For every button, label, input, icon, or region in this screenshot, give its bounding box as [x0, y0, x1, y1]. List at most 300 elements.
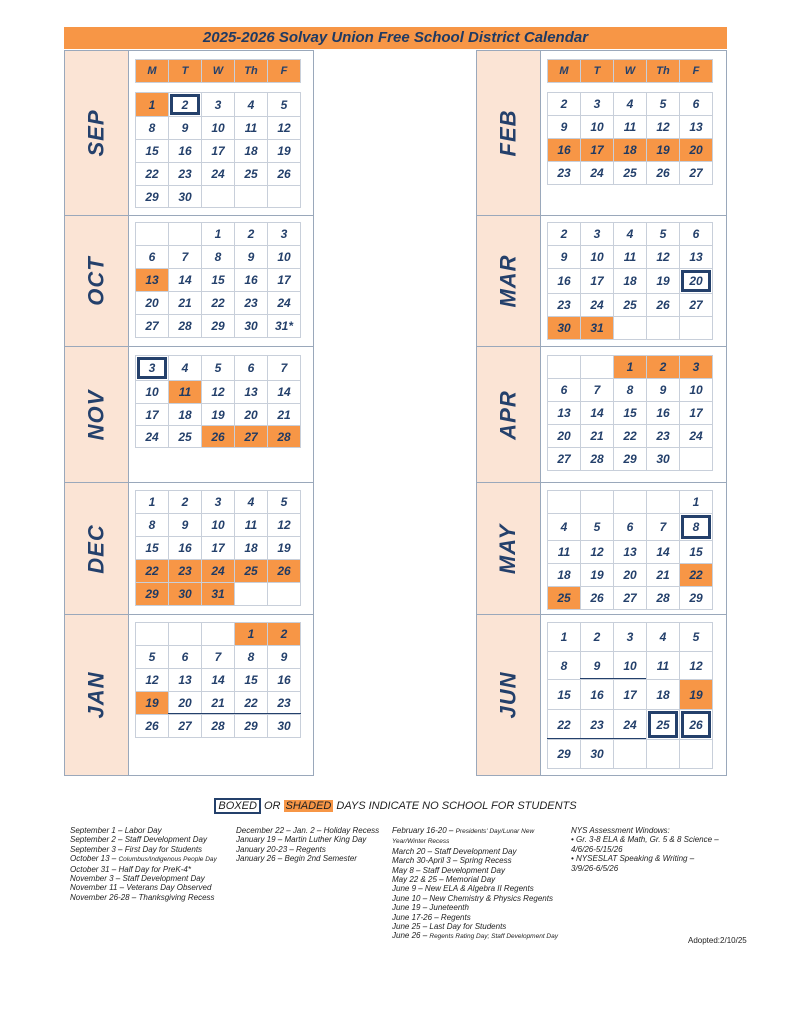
week-row	[135, 403, 300, 425]
note-text: June 25 – Last Day for Students	[392, 922, 507, 932]
day-cell: 12	[135, 668, 169, 692]
day-cell: 19	[135, 691, 169, 715]
day-cell: 8	[135, 116, 169, 140]
note-text: September 3 – First Day for Students	[70, 844, 203, 854]
day-cell: 27	[547, 447, 581, 471]
day-cell: 17	[135, 403, 169, 426]
spacer-row	[135, 82, 300, 92]
note-line	[70, 826, 217, 835]
day-cell: 16	[547, 138, 581, 162]
month-block-jan	[64, 615, 314, 776]
day-cell: 5	[135, 645, 169, 669]
day-cell: 11	[547, 540, 581, 564]
empty-cell	[580, 355, 614, 379]
day-cell: 29	[613, 447, 647, 471]
empty-cell	[646, 316, 680, 340]
day-cell: 2	[646, 355, 680, 379]
day-cell: 20	[613, 563, 647, 587]
week-row	[135, 59, 300, 82]
day-cell: 11	[613, 245, 647, 269]
notes-column-1	[70, 826, 217, 902]
note-text: • Gr. 3-8 ELA & Math, Gr. 5 & 8 Science –	[571, 835, 719, 845]
month-name: FEB	[495, 109, 521, 157]
day-cell: 11	[234, 513, 268, 537]
notes-column-4	[571, 826, 719, 873]
day-cell: 29	[547, 739, 581, 769]
day-cell: 18	[547, 563, 581, 587]
day-cell: 9	[547, 245, 581, 269]
note-text: March 20 – Staff Development Day	[392, 846, 517, 856]
day-cell: 21	[201, 691, 235, 715]
day-cell: 30	[267, 714, 301, 738]
day-cell: 10	[267, 245, 301, 269]
month-days-grid	[547, 355, 712, 470]
day-cell: 1	[547, 622, 581, 652]
note-line	[392, 913, 558, 922]
day-cell: 28	[580, 447, 614, 471]
empty-cell	[646, 490, 680, 514]
week-row	[135, 245, 300, 268]
week-row	[547, 586, 712, 609]
note-line	[70, 893, 217, 902]
day-cell: 7	[580, 378, 614, 402]
day-cell: 2	[168, 490, 202, 514]
day-cell: 1	[234, 622, 268, 646]
month-days-grid	[135, 355, 300, 447]
month-label	[64, 51, 129, 215]
day-cell: 9	[267, 645, 301, 669]
day-cell: 24	[580, 293, 614, 317]
week-row	[547, 424, 712, 447]
legend	[0, 800, 791, 812]
day-cell: 18	[168, 403, 202, 426]
day-cell: 8	[135, 513, 169, 537]
day-cell: 11	[646, 651, 680, 680]
month-days-grid	[135, 59, 300, 207]
day-cell: 20	[168, 691, 202, 715]
week-row	[547, 401, 712, 424]
week-row	[547, 490, 712, 513]
note-line	[392, 866, 558, 875]
week-row	[547, 293, 712, 316]
day-cell: 2	[234, 222, 268, 246]
day-cell: 28	[267, 425, 301, 448]
weekday-header: Th	[646, 59, 680, 83]
day-cell: 20	[234, 403, 268, 426]
empty-cell	[201, 185, 235, 208]
day-cell: 1	[679, 490, 713, 514]
empty-cell	[267, 582, 301, 606]
day-cell: 26	[646, 161, 680, 185]
note-line	[571, 854, 719, 863]
note-line	[392, 903, 558, 912]
note-line	[392, 836, 558, 846]
day-cell: 13	[613, 540, 647, 564]
day-cell: 29	[135, 582, 169, 606]
day-cell: 24	[580, 161, 614, 185]
note-text: January 26 – Begin 2nd Semester	[236, 854, 357, 864]
note-text: • NYSESLAT Speaking & Writing –	[571, 854, 695, 864]
week-row	[547, 651, 712, 679]
month-days-grid	[135, 490, 300, 605]
note-text: January 19 – Martin Luther King Day	[236, 835, 367, 845]
day-cell: 2	[547, 222, 581, 246]
week-row	[547, 709, 712, 739]
day-cell: 20	[547, 424, 581, 448]
week-row	[547, 378, 712, 401]
day-cell: 9	[580, 651, 614, 680]
empty-cell	[679, 739, 713, 769]
day-cell: 6	[234, 355, 268, 381]
note-line	[392, 847, 558, 856]
day-cell: 7	[201, 645, 235, 669]
day-cell: 3	[201, 490, 235, 514]
day-cell: 14	[201, 668, 235, 692]
day-cell: 26	[201, 425, 235, 448]
day-cell: 23	[646, 424, 680, 448]
day-cell: 12	[646, 245, 680, 269]
day-cell: 2	[547, 92, 581, 116]
legend-text: DAYS INDICATE NO SCHOOL FOR STUDENTS	[333, 800, 577, 812]
day-cell: 19	[679, 679, 713, 710]
day-cell: 20	[135, 291, 169, 315]
month-block-may	[476, 483, 727, 615]
week-row	[547, 622, 712, 651]
day-cell: 12	[646, 115, 680, 139]
day-cell: 25	[646, 709, 680, 740]
day-cell: 22	[135, 162, 169, 186]
week-row	[135, 162, 300, 185]
note-text: May 22 & 25 – Memorial Day	[392, 875, 496, 885]
weekday-header: F	[267, 59, 301, 83]
month-days-grid	[547, 222, 712, 339]
day-cell: 16	[646, 401, 680, 425]
day-cell: 9	[646, 378, 680, 402]
week-row	[135, 355, 300, 380]
weekday-header: W	[613, 59, 647, 83]
note-text: October 31 – Half Day for PreK-4*	[70, 864, 191, 874]
day-cell: 27	[679, 293, 713, 317]
day-cell: 9	[168, 513, 202, 537]
day-cell: 19	[201, 403, 235, 426]
empty-cell	[646, 739, 680, 769]
week-row	[547, 513, 712, 540]
week-row	[547, 268, 712, 293]
week-row	[135, 714, 300, 737]
week-row	[135, 222, 300, 245]
day-cell: 15	[547, 679, 581, 710]
day-cell: 4	[234, 92, 268, 117]
day-cell: 27	[234, 425, 268, 448]
day-cell: 29	[679, 586, 713, 610]
day-cell: 17	[201, 536, 235, 560]
week-row	[135, 314, 300, 337]
note-text: September 1 – Labor Day	[70, 826, 162, 835]
day-cell: 26	[267, 559, 301, 583]
day-cell: 16	[234, 268, 268, 292]
day-cell: 21	[646, 563, 680, 587]
week-row	[135, 622, 300, 645]
note-text: October 13 –	[70, 854, 119, 864]
day-cell: 29	[135, 185, 169, 208]
day-cell: 4	[613, 92, 647, 116]
day-cell: 16	[168, 536, 202, 560]
note-line	[571, 835, 719, 844]
day-cell: 13	[679, 115, 713, 139]
day-cell: 19	[267, 536, 301, 560]
day-cell: 9	[234, 245, 268, 269]
note-line	[571, 845, 719, 854]
week-row	[547, 563, 712, 586]
day-cell: 8	[234, 645, 268, 669]
note-line	[392, 931, 558, 941]
empty-cell	[547, 490, 581, 514]
note-line	[571, 864, 719, 873]
day-cell: 27	[168, 714, 202, 738]
day-cell: 26	[267, 162, 301, 186]
month-block-nov	[64, 347, 314, 483]
day-cell: 25	[613, 161, 647, 185]
day-cell: 22	[613, 424, 647, 448]
empty-cell	[234, 582, 268, 606]
day-cell: 30	[646, 447, 680, 471]
week-row	[135, 116, 300, 139]
note-line	[392, 826, 558, 836]
month-block-feb	[476, 50, 727, 216]
notes-column-2	[236, 826, 379, 864]
empty-cell	[135, 222, 169, 246]
empty-cell	[547, 355, 581, 379]
month-block-oct	[64, 216, 314, 347]
day-cell: 7	[267, 355, 301, 381]
day-cell: 20	[679, 138, 713, 162]
note-small-text: Year/Winter Recess	[392, 838, 450, 846]
empty-cell	[679, 447, 713, 471]
day-cell: 10	[580, 115, 614, 139]
notes-column-3	[392, 826, 558, 942]
day-cell: 5	[267, 92, 301, 117]
day-cell: 18	[234, 139, 268, 163]
note-line	[392, 856, 558, 865]
weekday-header: F	[679, 59, 713, 83]
day-cell: 16	[580, 679, 614, 710]
day-cell: 10	[135, 380, 169, 404]
week-row	[135, 291, 300, 314]
empty-cell	[679, 316, 713, 340]
month-block-dec	[64, 483, 314, 615]
week-row	[547, 739, 712, 768]
day-cell: 1	[201, 222, 235, 246]
day-cell: 15	[234, 668, 268, 692]
day-cell: 31	[580, 316, 614, 340]
week-row	[135, 92, 300, 116]
note-text: June 26 –	[392, 931, 430, 941]
week-row	[135, 380, 300, 403]
week-row	[547, 59, 712, 82]
day-cell: 3	[267, 222, 301, 246]
week-row	[135, 536, 300, 559]
day-cell: 6	[679, 92, 713, 116]
day-cell: 8	[679, 513, 713, 541]
day-cell: 14	[646, 540, 680, 564]
note-line	[392, 884, 558, 893]
day-cell: 21	[168, 291, 202, 315]
month-name: MAR	[495, 254, 521, 308]
day-cell: 3	[201, 92, 235, 117]
note-small-text: Regents Rating Day; Staff Development Day	[429, 933, 558, 941]
note-small-text: Columbus/Indigenous People Day	[118, 856, 217, 864]
day-cell: 28	[646, 586, 680, 610]
legend-shaded: SHADED	[285, 800, 332, 812]
week-row	[135, 425, 300, 447]
day-cell: 12	[267, 513, 301, 537]
day-cell: 22	[547, 709, 581, 740]
day-cell: 25	[613, 293, 647, 317]
day-cell: 9	[547, 115, 581, 139]
day-cell: 6	[613, 513, 647, 541]
month-name: JUN	[495, 671, 521, 719]
day-cell: 13	[547, 401, 581, 425]
month-days-grid	[135, 222, 300, 337]
empty-cell	[168, 622, 202, 646]
empty-cell	[580, 490, 614, 514]
note-text: November 26-28 – Thanksgiving Recess	[70, 892, 215, 902]
day-cell: 30	[580, 739, 614, 769]
day-cell: 8	[613, 378, 647, 402]
note-small-text: Presidents' Day/Lunar New	[455, 828, 535, 835]
note-text: June 10 – New Chemistry & Physics Regents	[392, 893, 553, 903]
month-block-mar	[476, 216, 727, 347]
day-cell: 3	[613, 622, 647, 652]
month-label	[64, 216, 129, 346]
day-cell: 11	[234, 116, 268, 140]
day-cell: 19	[646, 138, 680, 162]
note-text: June 9 – New ELA & Algebra II Regents	[392, 884, 534, 894]
day-cell: 14	[580, 401, 614, 425]
day-cell: 13	[234, 380, 268, 404]
day-cell: 7	[168, 245, 202, 269]
day-cell: 23	[580, 709, 614, 740]
day-cell: 14	[267, 380, 301, 404]
day-cell: 10	[580, 245, 614, 269]
day-cell: 31*	[267, 314, 301, 338]
month-label	[64, 347, 129, 482]
day-cell: 28	[168, 314, 202, 338]
day-cell: 8	[201, 245, 235, 269]
day-cell: 5	[679, 622, 713, 652]
day-cell: 4	[168, 355, 202, 381]
day-cell: 17	[613, 679, 647, 710]
note-text: June 17-26 – Regents	[392, 912, 471, 922]
day-cell: 15	[135, 536, 169, 560]
month-name: DEC	[83, 523, 109, 574]
day-cell: 22	[135, 559, 169, 583]
month-name: NOV	[83, 389, 109, 440]
day-cell: 25	[234, 559, 268, 583]
note-text: March 30-April 3 – Spring Recess	[392, 856, 512, 866]
empty-cell	[267, 185, 301, 208]
day-cell: 16	[547, 268, 581, 294]
spacer-row	[547, 82, 712, 92]
week-row	[547, 540, 712, 563]
day-cell: 24	[679, 424, 713, 448]
month-block-jun	[476, 615, 727, 776]
note-line	[571, 826, 719, 835]
note-text: NYS Assessment Windows:	[571, 826, 670, 835]
day-cell: 16	[267, 668, 301, 692]
day-cell: 25	[547, 586, 581, 610]
day-cell: 10	[679, 378, 713, 402]
day-cell: 3	[135, 355, 169, 381]
note-text: January 20-23 – Regents	[236, 844, 326, 854]
day-cell: 24	[267, 291, 301, 315]
day-cell: 4	[547, 513, 581, 541]
calendar-title: 2025-2026 Solvay Union Free School District Calendar	[64, 27, 727, 49]
day-cell: 5	[646, 222, 680, 246]
day-cell: 22	[201, 291, 235, 315]
day-cell: 22	[234, 691, 268, 715]
month-name: SEP	[83, 109, 109, 157]
day-cell: 15	[613, 401, 647, 425]
day-cell: 30	[168, 185, 202, 208]
day-cell: 20	[679, 268, 713, 294]
note-line	[392, 894, 558, 903]
month-label	[64, 483, 129, 614]
day-cell: 1	[135, 92, 169, 117]
day-cell: 6	[547, 378, 581, 402]
day-cell: 15	[201, 268, 235, 292]
day-cell: 14	[168, 268, 202, 292]
day-cell: 7	[646, 513, 680, 541]
month-block-apr	[476, 347, 727, 483]
note-text: September 2 – Staff Development Day	[70, 835, 207, 845]
note-line	[236, 854, 379, 863]
day-cell: 24	[201, 559, 235, 583]
day-cell: 22	[679, 563, 713, 587]
note-line	[392, 875, 558, 884]
day-cell: 25	[168, 425, 202, 448]
empty-cell	[613, 316, 647, 340]
day-cell: 12	[201, 380, 235, 404]
note-line	[70, 835, 217, 844]
month-name: JAN	[83, 671, 109, 719]
day-cell: 18	[613, 138, 647, 162]
month-days-grid	[547, 490, 712, 609]
note-line	[236, 826, 379, 835]
day-cell: 15	[135, 139, 169, 163]
weekday-header: Th	[234, 59, 268, 83]
day-cell: 15	[679, 540, 713, 564]
day-cell: 11	[168, 380, 202, 404]
week-row	[547, 355, 712, 378]
weekday-header: T	[168, 59, 202, 83]
day-cell: 18	[613, 268, 647, 294]
day-cell: 2	[267, 622, 301, 646]
week-row	[547, 161, 712, 184]
day-cell: 28	[201, 714, 235, 738]
month-days-grid	[135, 622, 300, 737]
day-cell: 13	[168, 668, 202, 692]
empty-cell	[168, 222, 202, 246]
day-cell: 23	[168, 559, 202, 583]
empty-cell	[234, 185, 268, 208]
note-line	[70, 854, 217, 864]
note-line	[236, 845, 379, 854]
month-label	[476, 347, 541, 482]
week-row	[547, 316, 712, 339]
day-cell: 29	[234, 714, 268, 738]
day-cell: 4	[613, 222, 647, 246]
